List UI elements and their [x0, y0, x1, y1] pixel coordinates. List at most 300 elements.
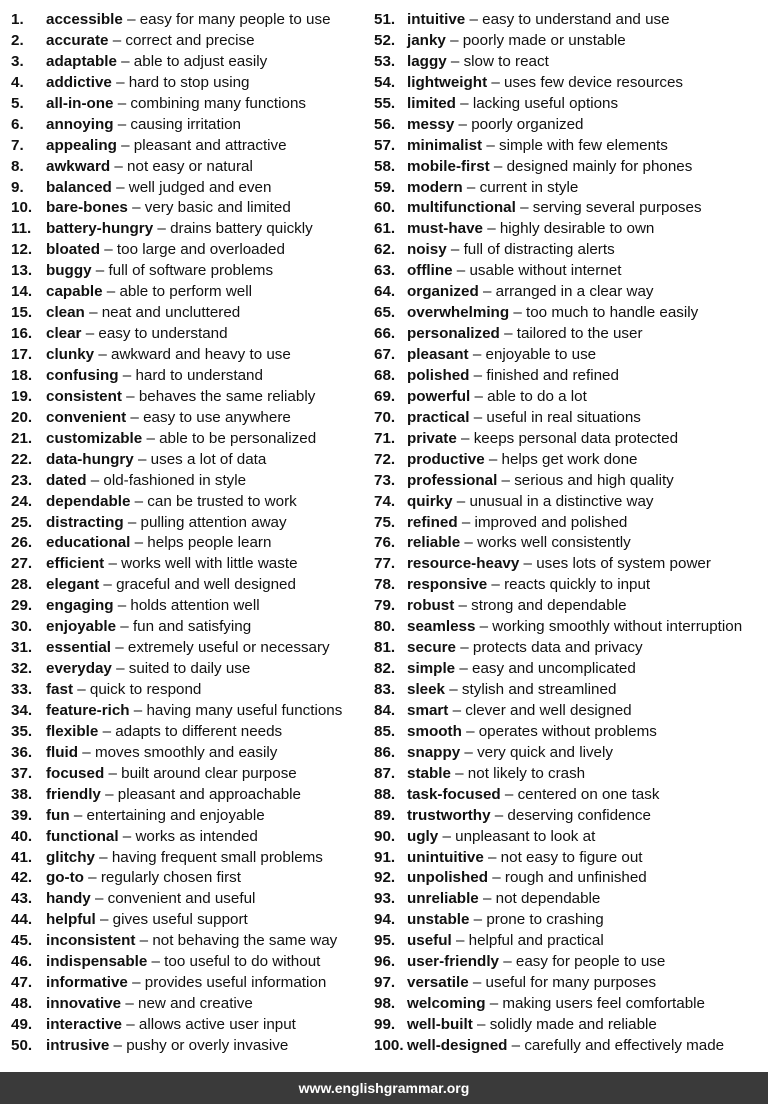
list-item: [11, 282, 363, 303]
item-definition: combining many functions: [130, 94, 306, 112]
list-item: [11, 680, 363, 701]
item-word: responsive: [407, 576, 488, 594]
item-word: powerful: [407, 387, 471, 405]
list-item: [374, 889, 764, 910]
item-number: 60.: [374, 199, 396, 217]
item-definition: very quick and lively: [477, 743, 613, 761]
list-item: [374, 157, 764, 178]
item-word: laggy: [407, 52, 447, 70]
item-definition: adapts to different needs: [115, 722, 283, 740]
item-definition: provides useful information: [144, 974, 327, 992]
item-word: dated: [46, 471, 87, 489]
item-word: interactive: [46, 1016, 122, 1033]
list-item: [374, 324, 764, 345]
item-definition: strong and dependable: [471, 597, 627, 615]
item-separator: –: [460, 743, 478, 761]
item-number: 57.: [374, 136, 396, 154]
item-word: minimalist: [407, 136, 483, 154]
item-word: limited: [407, 94, 456, 112]
item-definition: unpleasant to look at: [455, 827, 596, 845]
item-separator: –: [142, 429, 160, 447]
list-item: [374, 743, 764, 764]
item-definition: able to perform well: [119, 283, 252, 301]
item-separator: –: [84, 304, 102, 322]
item-definition: new and creative: [138, 995, 253, 1013]
list-item: [11, 910, 363, 931]
list-item: [374, 31, 764, 52]
item-separator: –: [121, 1016, 139, 1033]
item-definition: easy and uncomplicated: [472, 660, 636, 678]
item-number: 26.: [11, 534, 33, 552]
item-number: 71.: [374, 429, 396, 447]
item-number: 70.: [374, 408, 396, 426]
list-item: [374, 554, 764, 575]
item-number: 95.: [374, 932, 396, 950]
item-number: 62.: [374, 241, 396, 259]
item-separator: –: [469, 911, 487, 929]
list-item: [11, 136, 363, 157]
list-item: [374, 701, 764, 722]
item-separator: –: [499, 953, 516, 971]
item-separator: –: [127, 199, 145, 217]
item-number: 66.: [374, 325, 396, 343]
list-item: [11, 219, 363, 240]
item-number: 41.: [11, 848, 33, 866]
item-definition: designed mainly for phones: [506, 157, 693, 175]
item-separator: –: [121, 387, 139, 405]
item-definition: enjoyable to use: [485, 346, 597, 363]
item-number: 40.: [11, 827, 33, 845]
item-separator: –: [488, 869, 505, 887]
item-word: fun: [46, 806, 70, 824]
item-word: task-focused: [407, 785, 501, 803]
item-definition: causing irritation: [130, 115, 241, 133]
item-word: informative: [46, 974, 128, 992]
item-separator: –: [499, 325, 517, 343]
item-definition: highly desirable to own: [499, 220, 655, 238]
item-separator: –: [83, 869, 101, 887]
item-separator: –: [153, 220, 171, 238]
item-definition: drains battery quickly: [170, 220, 313, 238]
item-definition: pleasant and attractive: [133, 136, 287, 154]
list-item: [374, 52, 764, 73]
item-word: engaging: [46, 597, 114, 615]
item-separator: –: [448, 701, 466, 719]
item-number: 69.: [374, 387, 396, 405]
item-separator: –: [462, 178, 480, 196]
item-word: refined: [407, 513, 458, 531]
item-number: 89.: [374, 806, 396, 824]
item-definition: solidly made and reliable: [489, 1016, 657, 1033]
item-separator: –: [104, 764, 122, 782]
item-number: 88.: [374, 785, 396, 803]
item-separator: –: [126, 408, 144, 426]
item-separator: –: [485, 995, 503, 1013]
item-number: 25.: [11, 513, 33, 531]
list-item: [374, 408, 764, 429]
item-definition: too large and overloaded: [116, 241, 285, 259]
item-number: 2.: [11, 31, 24, 49]
item-separator: –: [438, 827, 456, 845]
item-definition: very basic and limited: [144, 199, 291, 217]
item-separator: –: [111, 73, 129, 91]
item-number: 44.: [11, 911, 33, 929]
list-item: [11, 575, 363, 596]
item-definition: well judged and even: [128, 178, 272, 196]
list-item: [374, 178, 764, 199]
item-number: 68.: [374, 366, 396, 384]
item-word: trustworthy: [407, 806, 491, 824]
list-item: [374, 450, 764, 471]
item-separator: –: [113, 94, 131, 112]
item-separator: –: [111, 178, 129, 196]
item-word: unpolished: [407, 869, 488, 887]
list-item: [374, 868, 764, 889]
item-word: adaptable: [46, 52, 117, 70]
item-definition: carefully and effectively made: [524, 1036, 725, 1054]
item-definition: helpful and practical: [468, 932, 604, 950]
item-separator: –: [116, 52, 134, 70]
item-number: 36.: [11, 743, 33, 761]
item-definition: pleasant and approachable: [117, 785, 301, 803]
item-separator: –: [94, 346, 112, 363]
item-definition: easy to understand: [98, 325, 228, 343]
list-item: [374, 471, 764, 492]
item-word: snappy: [407, 743, 461, 761]
item-definition: not behaving the same way: [152, 932, 338, 950]
item-separator: –: [130, 534, 148, 552]
item-number: 5.: [11, 94, 24, 112]
item-separator: –: [452, 492, 470, 510]
item-word: dependable: [46, 492, 131, 510]
item-number: 17.: [11, 346, 33, 363]
item-word: indispensable: [46, 953, 148, 971]
item-word: clean: [46, 304, 85, 322]
item-word: intuitive: [407, 11, 466, 28]
item-number: 19.: [11, 387, 33, 405]
list-item: [11, 345, 363, 366]
item-definition: convenient and useful: [107, 890, 256, 908]
list-item: [374, 1036, 764, 1057]
item-word: simple: [407, 660, 456, 678]
list-item: [374, 240, 764, 261]
item-separator: –: [116, 136, 134, 154]
list-item: [11, 659, 363, 680]
list-item: [11, 764, 363, 785]
item-word: buggy: [46, 262, 92, 280]
item-number: 38.: [11, 785, 33, 803]
item-word: ugly: [407, 827, 439, 845]
item-number: 52.: [374, 31, 396, 49]
item-number: 87.: [374, 764, 396, 782]
list-item: [11, 596, 363, 617]
list-item: [11, 973, 363, 994]
list-item: [11, 743, 363, 764]
item-word: offline: [407, 262, 453, 280]
item-definition: working smoothly without interruption: [492, 618, 743, 636]
item-number: 12.: [11, 241, 33, 259]
item-word: must-have: [407, 220, 483, 238]
item-number: 72.: [374, 450, 396, 468]
list-item: [374, 952, 764, 973]
item-separator: –: [455, 94, 473, 112]
item-separator: –: [468, 346, 486, 363]
item-definition: works well consistently: [477, 534, 631, 552]
item-separator: –: [487, 73, 505, 91]
item-separator: –: [445, 31, 463, 49]
item-definition: awkward and heavy to use: [111, 346, 291, 363]
item-number: 39.: [11, 806, 33, 824]
item-number: 20.: [11, 408, 33, 426]
item-definition: unusual in a distinctive way: [469, 492, 654, 510]
list-item: [11, 303, 363, 324]
item-separator: –: [446, 52, 464, 70]
item-number: 77.: [374, 555, 396, 573]
item-separator: –: [450, 764, 468, 782]
item-number: 90.: [374, 827, 396, 845]
item-separator: –: [100, 785, 118, 803]
item-number: 1.: [11, 11, 24, 28]
item-number: 27.: [11, 555, 33, 573]
item-separator: –: [111, 660, 129, 678]
item-word: appealing: [46, 136, 117, 154]
item-number: 21.: [11, 429, 33, 447]
item-separator: –: [122, 11, 140, 28]
item-word: practical: [407, 408, 470, 426]
item-separator: –: [116, 618, 133, 636]
item-definition: built around clear purpose: [121, 764, 297, 782]
item-separator: –: [130, 492, 148, 510]
item-definition: able to adjust easily: [133, 52, 268, 70]
item-definition: making users feel comfortable: [502, 995, 705, 1013]
list-item: [374, 680, 764, 701]
list-item: [11, 1036, 363, 1057]
item-word: seamless: [407, 618, 476, 636]
item-number: 51.: [374, 11, 396, 28]
list-item: [374, 492, 764, 513]
item-number: 13.: [11, 262, 33, 280]
item-separator: –: [121, 995, 139, 1013]
item-word: fast: [46, 681, 74, 698]
item-definition: prone to crashing: [486, 911, 604, 929]
item-number: 53.: [374, 52, 396, 70]
item-definition: pulling attention away: [140, 513, 287, 531]
item-separator: –: [118, 827, 136, 845]
item-number: 94.: [374, 911, 396, 929]
list-item: [374, 785, 764, 806]
item-definition: holds attention well: [130, 597, 260, 615]
list-item: [11, 115, 363, 136]
item-number: 61.: [374, 220, 396, 238]
item-number: 48.: [11, 995, 33, 1013]
item-word: intrusive: [46, 1036, 110, 1054]
item-separator: –: [483, 848, 501, 866]
item-word: friendly: [46, 785, 101, 803]
list-item: [374, 533, 764, 554]
item-definition: slow to react: [463, 52, 549, 70]
item-word: stable: [407, 764, 451, 782]
item-word: functional: [46, 827, 119, 845]
item-separator: –: [454, 597, 472, 615]
item-number: 99.: [374, 1016, 396, 1033]
item-separator: –: [98, 722, 116, 740]
item-definition: not dependable: [495, 890, 601, 908]
list-item: [11, 889, 363, 910]
item-separator: –: [95, 911, 113, 929]
item-word: everyday: [46, 660, 112, 678]
list-item: [374, 219, 764, 240]
item-definition: full of software problems: [108, 262, 274, 280]
item-number: 42.: [11, 869, 33, 887]
item-number: 78.: [374, 576, 396, 594]
list-item: [374, 994, 764, 1015]
item-number: 55.: [374, 94, 396, 112]
list-item: [11, 471, 363, 492]
item-word: janky: [407, 31, 446, 49]
item-definition: suited to daily use: [128, 660, 251, 678]
item-word: data-hungry: [46, 450, 134, 468]
list-item: [11, 261, 363, 282]
item-definition: neat and uncluttered: [101, 304, 241, 322]
item-definition: protects data and privacy: [472, 639, 643, 657]
item-definition: works well with little waste: [121, 555, 298, 573]
list-item: [374, 806, 764, 827]
item-separator: –: [147, 953, 165, 971]
footer-website-link[interactable]: www.englishgrammar.org: [298, 1080, 470, 1096]
item-separator: –: [472, 1016, 490, 1033]
item-separator: –: [456, 429, 474, 447]
item-number: 18.: [11, 366, 33, 384]
list-item: [374, 345, 764, 366]
item-definition: gives useful support: [112, 911, 248, 929]
item-number: 24.: [11, 492, 33, 510]
list-item: [374, 848, 764, 869]
item-number: 9.: [11, 178, 24, 196]
item-word: well-designed: [407, 1036, 508, 1054]
list-item: [11, 513, 363, 534]
item-separator: –: [515, 199, 533, 217]
item-number: 64.: [374, 283, 396, 301]
item-separator: –: [109, 1036, 127, 1054]
item-word: efficient: [46, 555, 105, 573]
item-separator: –: [490, 806, 508, 824]
item-separator: –: [460, 534, 478, 552]
item-number: 47.: [11, 974, 33, 992]
item-word: polished: [407, 366, 470, 384]
item-definition: fun and satisfying: [132, 618, 252, 636]
item-word: robust: [407, 597, 455, 615]
item-number: 46.: [11, 953, 33, 971]
item-definition: extremely useful or necessary: [127, 639, 330, 657]
item-definition: uses a lot of data: [150, 450, 267, 468]
item-separator: –: [100, 241, 117, 259]
item-definition: improved and polished: [474, 513, 628, 531]
item-number: 80.: [374, 618, 396, 636]
list-item: [11, 492, 363, 513]
list-item: [11, 701, 363, 722]
item-number: 31.: [11, 639, 33, 657]
list-item: [374, 10, 764, 31]
list-item: [374, 659, 764, 680]
item-separator: –: [451, 932, 469, 950]
item-separator: –: [73, 681, 90, 698]
item-word: balanced: [46, 178, 112, 196]
item-number: 73.: [374, 471, 396, 489]
item-separator: –: [99, 576, 117, 594]
list-item: [11, 73, 363, 94]
item-definition: centered on one task: [517, 785, 660, 803]
item-separator: –: [94, 848, 112, 866]
item-separator: –: [129, 701, 147, 719]
item-definition: too useful to do without: [164, 953, 321, 971]
list-item: [11, 198, 363, 219]
item-number: 100.: [374, 1036, 404, 1054]
item-separator: –: [108, 31, 126, 49]
list-item: [374, 429, 764, 450]
list-item: [11, 1015, 363, 1036]
item-number: 33.: [11, 681, 33, 698]
item-definition: lacking useful options: [472, 94, 619, 112]
item-separator: –: [478, 890, 496, 908]
item-word: organized: [407, 283, 479, 301]
item-definition: behaves the same reliably: [138, 387, 316, 405]
item-number: 63.: [374, 262, 396, 280]
item-definition: poorly made or unstable: [462, 31, 626, 49]
item-separator: –: [500, 785, 518, 803]
item-word: bare-bones: [46, 199, 128, 217]
item-separator: –: [454, 115, 472, 133]
item-number: 97.: [374, 974, 396, 992]
item-word: lightweight: [407, 73, 488, 91]
item-separator: –: [465, 11, 483, 28]
item-word: feature-rich: [46, 701, 130, 719]
list-item: [11, 178, 363, 199]
item-separator: –: [445, 681, 462, 698]
item-definition: arranged in a clear way: [495, 283, 654, 301]
item-word: fluid: [46, 743, 79, 761]
item-number: 83.: [374, 681, 396, 698]
item-word: quirky: [407, 492, 453, 510]
item-number: 6.: [11, 115, 24, 133]
item-word: convenient: [46, 408, 127, 426]
item-definition: graceful and well designed: [116, 576, 296, 594]
item-word: private: [407, 429, 457, 447]
list-item: [374, 617, 764, 638]
item-word: pleasant: [407, 346, 469, 363]
item-word: productive: [407, 450, 485, 468]
item-definition: usable without internet: [469, 262, 622, 280]
item-word: go-to: [46, 869, 84, 887]
item-number: 92.: [374, 869, 396, 887]
list-item: [11, 94, 363, 115]
item-word: consistent: [46, 387, 122, 405]
list-item: [374, 764, 764, 785]
item-definition: able to do a lot: [487, 387, 587, 405]
list-item: [374, 827, 764, 848]
item-definition: full of distracting alerts: [463, 241, 615, 259]
item-definition: poorly organized: [471, 115, 584, 133]
item-definition: having frequent small problems: [111, 848, 323, 866]
item-word: focused: [46, 764, 105, 782]
item-definition: moves smoothly and easily: [94, 743, 278, 761]
item-definition: can be trusted to work: [147, 492, 297, 510]
item-separator: –: [113, 597, 131, 615]
item-separator: –: [111, 639, 128, 657]
item-word: smooth: [407, 722, 462, 740]
item-definition: not easy or natural: [127, 157, 253, 175]
item-definition: uses few device resources: [504, 73, 684, 91]
item-word: inconsistent: [46, 932, 136, 950]
